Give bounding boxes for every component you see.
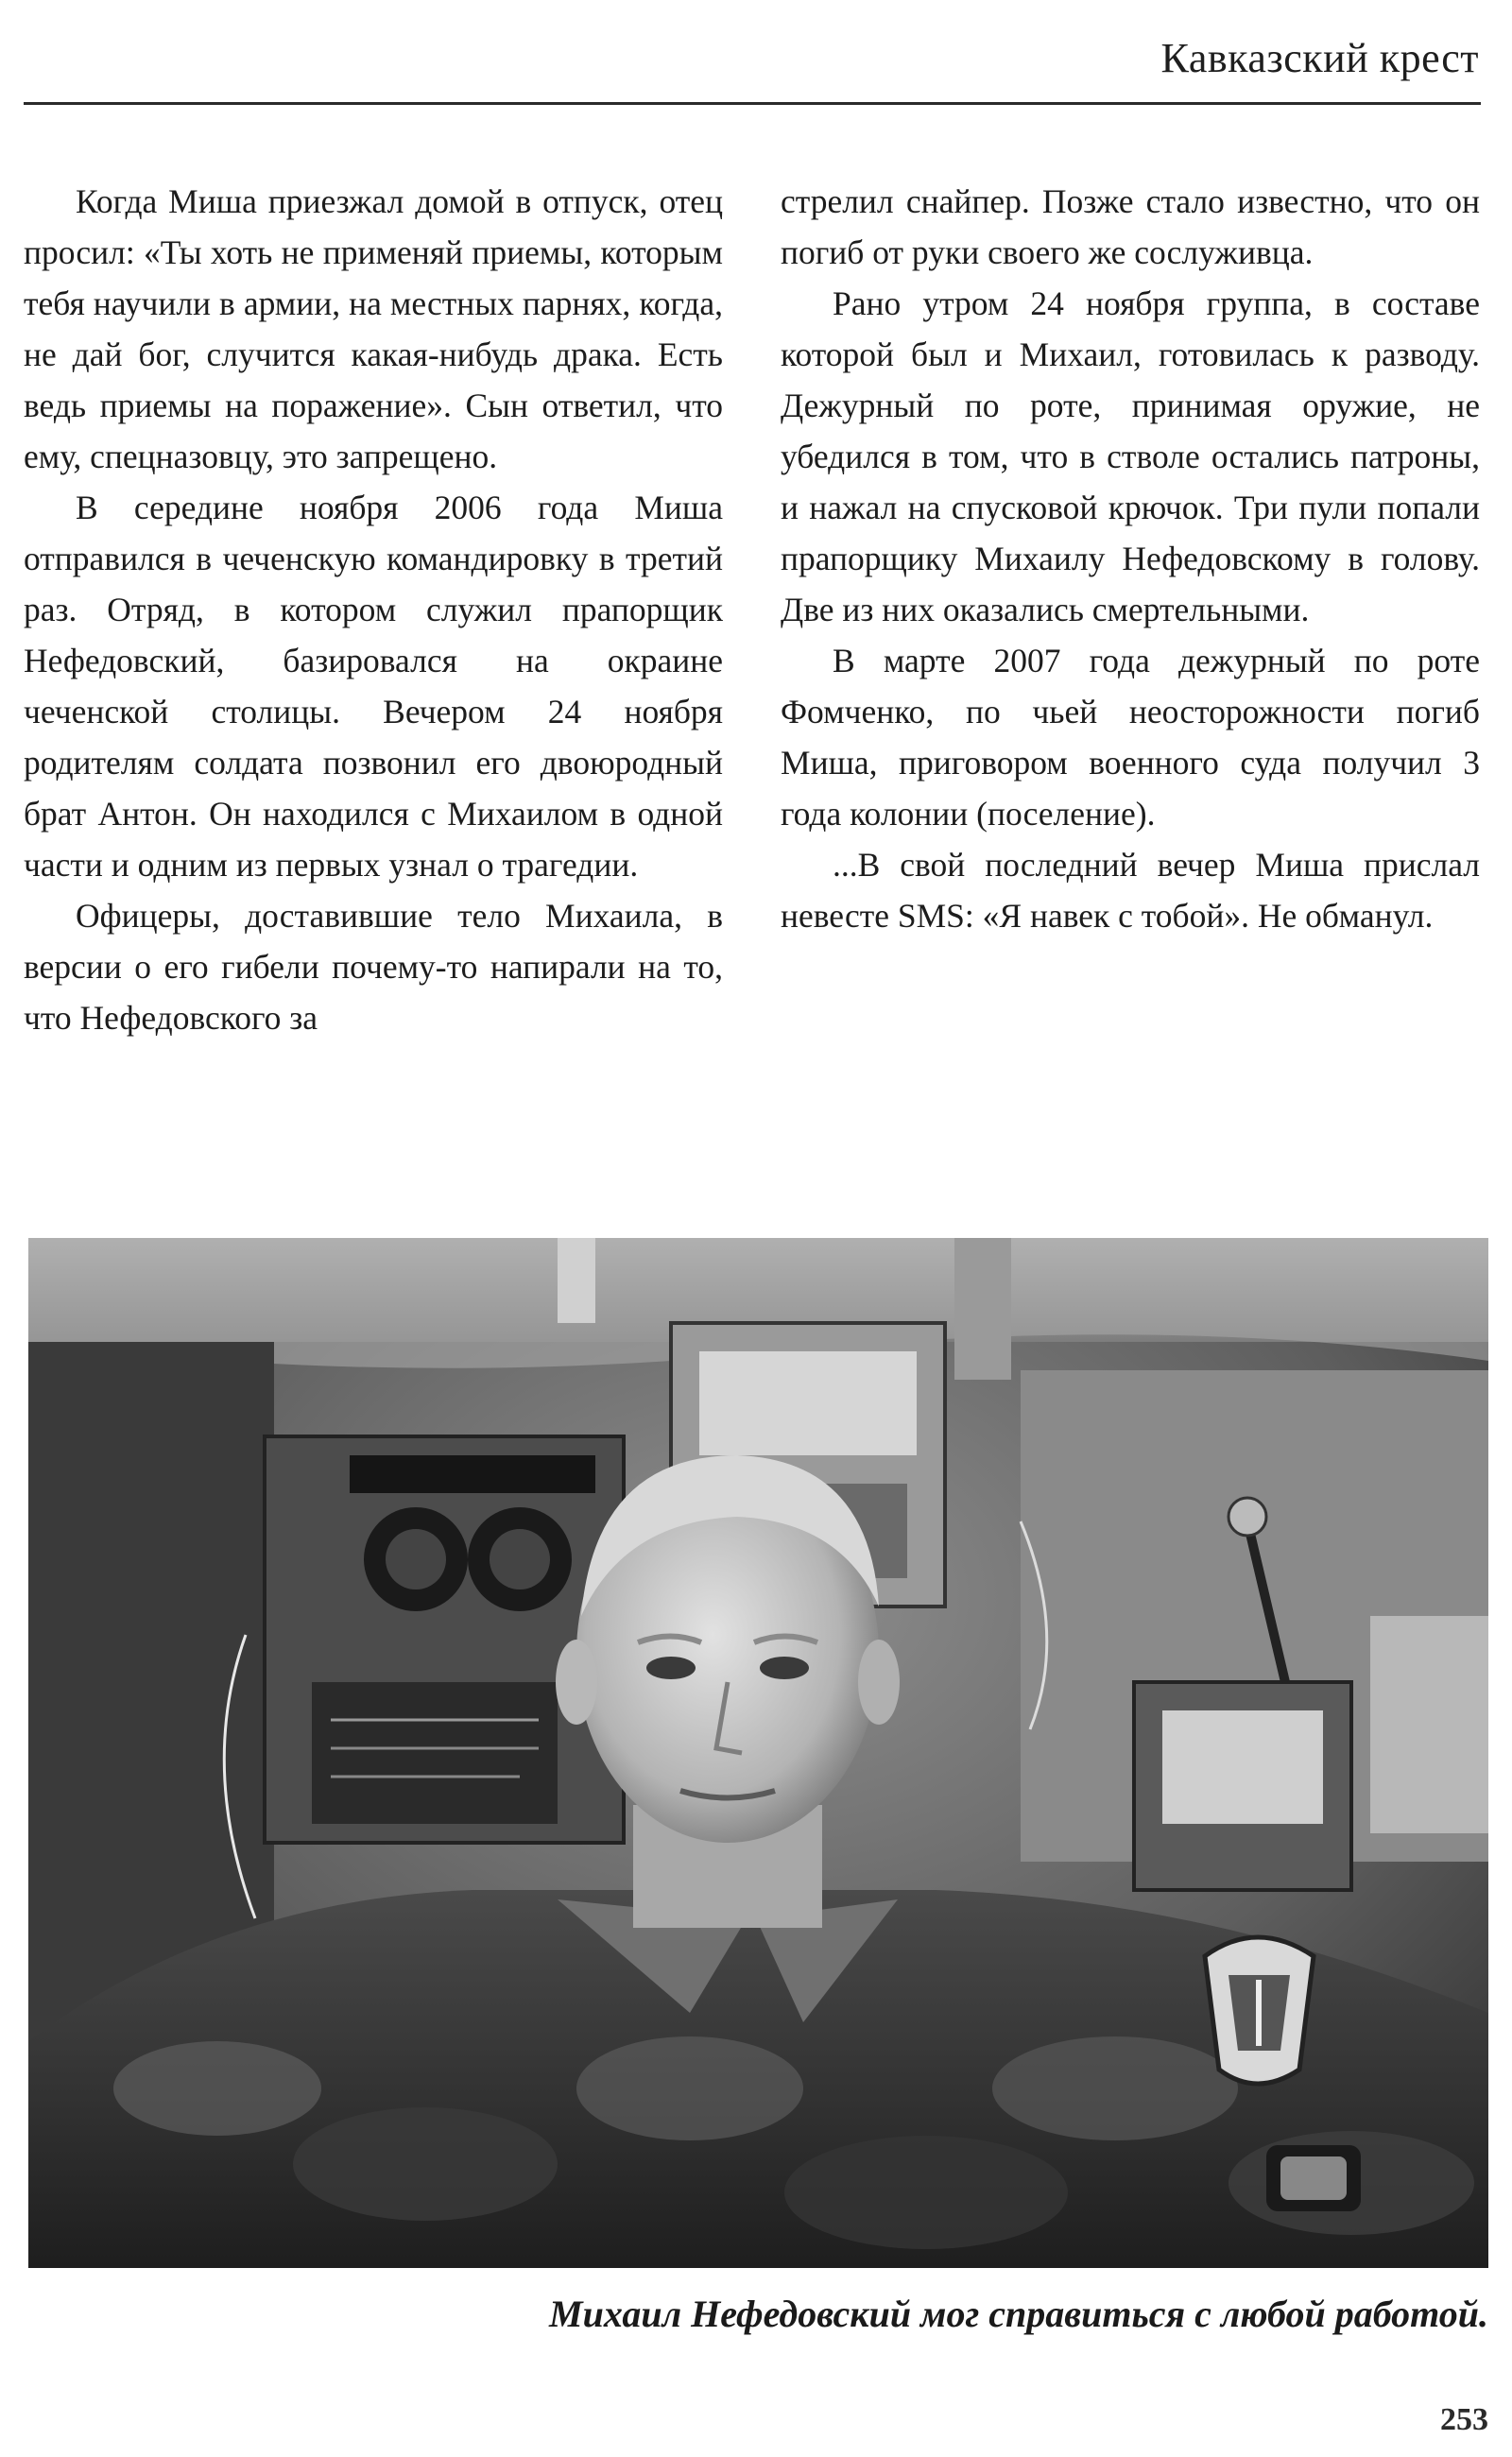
paragraph: В середине ноября 2006 года Миша отправился в чеченскую командировку в третий раз. Отряд, в котором служил прапорщик Нефедовский, базировался на окраине чеченской столицы. Вечером 24 ноября родителям солдата позвонил его двоюродный брат Антон. Он находился с Михаилом в одной части и одним из первых узнал о трагедии. [24,489,723,884]
running-header-title: Кавказский крест [1160,35,1479,81]
page-number: 253 [1440,2402,1488,2437]
header-rule [24,102,1481,105]
paragraph: ...В свой последний вечер Миша прислал невесте SMS: «Я навек с тобой». Не обманул. [781,846,1480,935]
photo-caption: Михаил Нефедовский мог справиться с любой работой. [549,2293,1488,2335]
soldier-photo-illustration [28,1238,1488,2268]
paragraph: Офицеры, доставившие тело Михаила, в версии о его гибели почему-то напирали на то, что Нефедовского за [24,897,723,1037]
paragraph: Рано утром 24 ноября группа, в составе которой был и Михаил, готовилась к разводу. Дежурный по роте, принимая оружие, не убедился в том, что в стволе остались патроны, и нажал на спусковой крючок. Три пули попали прапорщику Михаилу Нефедовскому в голову. Две из них оказались смертельными. [781,284,1480,628]
paragraph: В марте 2007 года дежурный по роте Фомченко, по чьей неосторожности погиб Миша, приговором военного суда получил 3 года колонии (поселение). [781,642,1480,833]
paragraph-continued: стрелил снайпер. Позже стало известно, что он погиб от руки своего же сослуживца. [781,182,1480,271]
text-column-right [781,176,1480,941]
text-column-left [24,176,723,1043]
soldier-photo [28,1238,1488,2268]
paragraph: Когда Миша приезжал домой в отпуск, отец просил: «Ты хоть не применяй приемы, которым тебя научили в армии, на местных парнях, когда, не дай бог, случится какая-нибудь драка. Есть ведь приемы на поражение». Сын ответил, что ему, спецназовцу, это запрещено. [24,182,723,475]
